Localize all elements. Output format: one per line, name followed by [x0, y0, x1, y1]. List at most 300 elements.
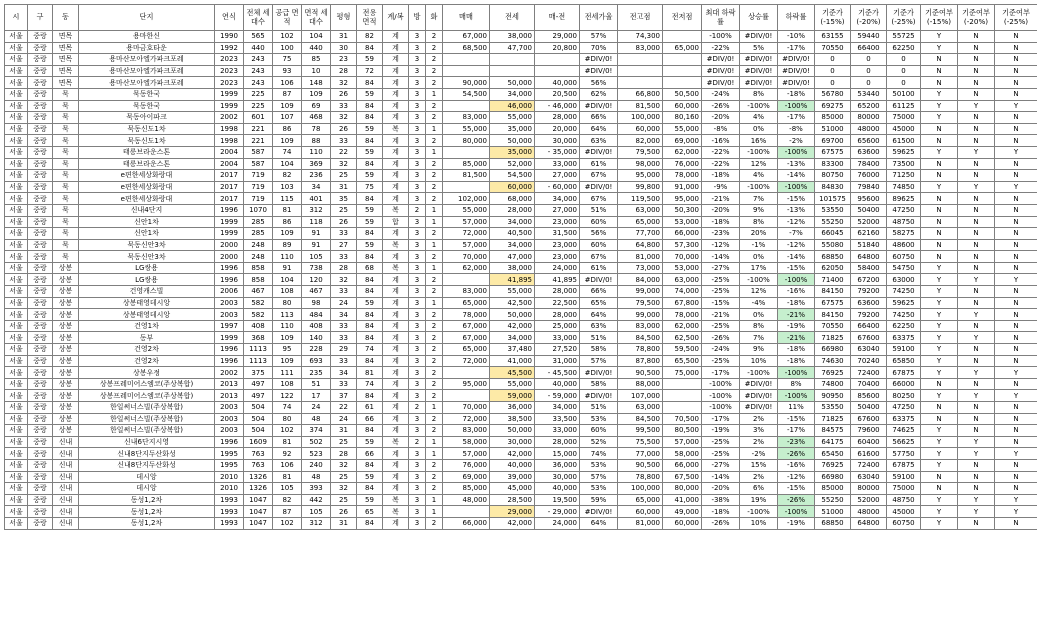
table-cell: 33,000 [535, 425, 580, 437]
table-cell: 2% [740, 471, 778, 483]
table-cell: 서울 [5, 239, 28, 251]
table-cell: 79,500 [618, 146, 663, 158]
table-cell: 묵 [53, 228, 79, 240]
table-cell: 3 [409, 42, 426, 54]
table-cell: 53% [580, 413, 618, 425]
table-cell: 84 [357, 112, 383, 124]
table-cell: 계 [383, 355, 409, 367]
table-cell: 10% [740, 517, 778, 529]
table-cell: 건영캐스빌 [79, 286, 215, 298]
table-cell: 상봉 [53, 332, 79, 344]
table-cell: 계 [383, 483, 409, 495]
table-cell: N [995, 204, 1037, 216]
table-cell: Y [921, 344, 958, 356]
table-cell: 19% [740, 494, 778, 506]
table-cell: 90,500 [618, 367, 663, 379]
table-cell: N [995, 135, 1037, 147]
table-cell: N [921, 402, 958, 414]
table-cell: -15% [778, 193, 815, 205]
table-cell: N [921, 216, 958, 228]
table-cell: -25% [702, 436, 740, 448]
table-cell: 95,000 [443, 378, 490, 390]
table-cell: 2013 [215, 390, 244, 402]
table-cell: -16% [778, 286, 815, 298]
table-cell: 55250 [815, 494, 851, 506]
table-cell: 59 [357, 471, 383, 483]
table-cell: 한일써너스빌(주상복합) [79, 413, 215, 425]
table-cell: 68 [357, 262, 383, 274]
table-cell [618, 77, 663, 89]
table-row [5, 42, 1037, 54]
table-cell: 3 [409, 320, 426, 332]
table-cell: 1609 [244, 436, 273, 448]
table-cell: 합 [383, 216, 409, 228]
table-cell: 62,500 [663, 332, 702, 344]
table-cell: -38% [702, 494, 740, 506]
table-cell: N [921, 135, 958, 147]
table-cell: -4% [740, 297, 778, 309]
table-cell: 497 [244, 390, 273, 402]
table-cell: 67,800 [663, 297, 702, 309]
column-header: 기준여부 (-25%) [995, 5, 1037, 31]
table-row [5, 471, 1037, 483]
table-cell: 면목 [53, 77, 79, 89]
table-cell: 28 [331, 65, 357, 77]
table-cell: 3 [409, 135, 426, 147]
table-cell: 2 [426, 367, 443, 379]
table-cell: 57% [580, 355, 618, 367]
table-cell: N [995, 228, 1037, 240]
table-cell: 85 [302, 54, 331, 66]
table-cell: 2 [426, 471, 443, 483]
table-cell: 82,000 [618, 135, 663, 147]
table-cell: 상봉 [53, 367, 79, 379]
table-cell: 상봉 [53, 297, 79, 309]
table-cell: 76000 [851, 170, 887, 182]
table-cell: 묵동신안3차 [79, 239, 215, 251]
table-cell: 용마금호타운 [79, 42, 215, 54]
table-cell: -19% [778, 517, 815, 529]
table-cell: -26% [778, 448, 815, 460]
table-cell: 40,000 [535, 483, 580, 495]
table-cell: 66400 [851, 320, 887, 332]
table-cell: -100% [778, 274, 815, 286]
table-cell: 59 [357, 54, 383, 66]
table-cell: 1 [426, 494, 443, 506]
table-cell: 80,000 [663, 483, 702, 495]
table-cell: N [995, 436, 1037, 448]
table-cell: 25 [331, 471, 357, 483]
table-cell [663, 378, 702, 390]
table-cell: 3 [409, 344, 426, 356]
table-cell: 서울 [5, 517, 28, 529]
table-cell: Y [921, 448, 958, 460]
table-cell: 84 [357, 459, 383, 471]
table-cell: 52,000 [490, 158, 535, 170]
table-cell: 36,000 [490, 402, 535, 414]
table-cell: 서울 [5, 65, 28, 77]
table-cell: 65,000 [663, 42, 702, 54]
table-cell: -100% [778, 506, 815, 518]
table-cell: 65 [357, 506, 383, 518]
table-cell: 504 [244, 413, 273, 425]
table-cell: 1 [426, 88, 443, 100]
table-cell: 68850 [815, 517, 851, 529]
table-cell: N [995, 425, 1037, 437]
table-cell: 75,000 [663, 367, 702, 379]
table-cell: 2 [426, 251, 443, 263]
table-cell: 중랑 [28, 135, 53, 147]
table-cell: Y [921, 309, 958, 321]
table-cell: 95600 [851, 193, 887, 205]
table-cell: 9% [740, 204, 778, 216]
table-cell: 2 [426, 65, 443, 77]
table-cell: 64,800 [618, 239, 663, 251]
table-cell: 17 [302, 390, 331, 402]
table-cell: 38,000 [490, 262, 535, 274]
table-cell: 중랑 [28, 413, 53, 425]
table-cell: 4% [740, 170, 778, 182]
table-cell: 1070 [244, 204, 273, 216]
table-cell: 64800 [851, 251, 887, 263]
table-cell [663, 31, 702, 43]
table-cell: 중랑 [28, 123, 53, 135]
table-cell: 중랑 [28, 31, 53, 43]
table-cell: 64% [580, 309, 618, 321]
table-cell: 48,000 [443, 494, 490, 506]
table-cell: 서울 [5, 483, 28, 495]
table-cell: 서울 [5, 297, 28, 309]
column-header: 상승률 [740, 5, 778, 31]
table-cell: 서울 [5, 471, 28, 483]
table-cell [443, 274, 490, 286]
table-cell: Y [958, 146, 995, 158]
table-cell: 27 [331, 239, 357, 251]
table-cell: 78400 [851, 158, 887, 170]
table-cell: 복 [383, 436, 409, 448]
table-row [5, 413, 1037, 425]
table-cell: -100% [778, 367, 815, 379]
table-cell: 693 [302, 355, 331, 367]
table-cell: Y [958, 494, 995, 506]
table-cell: 63040 [851, 471, 887, 483]
table-cell: 106 [273, 459, 302, 471]
table-cell: 374 [302, 425, 331, 437]
table-cell: 1996 [215, 262, 244, 274]
table-cell: #DIV/0! [580, 390, 618, 402]
table-cell: 502 [302, 436, 331, 448]
table-cell: 55080 [815, 239, 851, 251]
table-cell: -21% [702, 193, 740, 205]
table-cell: 41,000 [490, 355, 535, 367]
table-cell: 77,000 [618, 448, 663, 460]
table-cell: -23% [778, 436, 815, 448]
table-cell: 34,000 [490, 216, 535, 228]
table-cell: 59,000 [490, 390, 535, 402]
table-cell: -18% [778, 88, 815, 100]
table-cell: 2 [426, 42, 443, 54]
table-cell: 84 [357, 251, 383, 263]
table-cell: 41,895 [490, 274, 535, 286]
table-cell: 74 [357, 378, 383, 390]
table-cell: 34 [331, 309, 357, 321]
table-cell: 67600 [851, 413, 887, 425]
table-cell: 108 [273, 378, 302, 390]
table-cell: 248 [244, 239, 273, 251]
table-cell: -16% [702, 135, 740, 147]
table-cell: 33,000 [535, 158, 580, 170]
table-cell: 1993 [215, 517, 244, 529]
table-cell: 3 [409, 100, 426, 112]
table-cell: 15,000 [535, 448, 580, 460]
table-row [5, 274, 1037, 286]
table-cell: #DIV/0! [778, 54, 815, 66]
table-cell: 74250 [887, 286, 921, 298]
table-cell: 81 [357, 367, 383, 379]
table-cell: -21% [778, 309, 815, 321]
table-cell: 2 [426, 517, 443, 529]
table-cell: 계 [383, 402, 409, 414]
table-cell: -1% [740, 239, 778, 251]
table-cell: Y [921, 355, 958, 367]
table-cell: 28,000 [535, 436, 580, 448]
table-cell: -21% [778, 332, 815, 344]
table-cell: 65,500 [663, 355, 702, 367]
table-cell: 0% [740, 123, 778, 135]
table-cell: 75 [273, 54, 302, 66]
table-cell: -12% [778, 239, 815, 251]
table-cell: 91 [302, 239, 331, 251]
table-cell: 64% [580, 517, 618, 529]
table-row [5, 332, 1037, 344]
table-cell: 중랑 [28, 170, 53, 182]
table-row [5, 228, 1037, 240]
table-cell: Y [958, 309, 995, 321]
table-cell [663, 54, 702, 66]
table-cell: -12% [778, 216, 815, 228]
table-cell: 2023 [215, 54, 244, 66]
table-cell: 25 [331, 204, 357, 216]
table-cell: 계 [383, 413, 409, 425]
table-cell: 60% [580, 216, 618, 228]
table-cell: -12% [778, 471, 815, 483]
table-cell: 1996 [215, 355, 244, 367]
table-cell: 105 [273, 483, 302, 495]
table-cell: 서울 [5, 425, 28, 437]
table-cell: 서울 [5, 274, 28, 286]
table-cell: 40,500 [490, 228, 535, 240]
table-cell: N [995, 309, 1037, 321]
table-cell: 55,000 [663, 123, 702, 135]
table-cell: 용마산모아엘가파크포레 [79, 65, 215, 77]
table-cell: 20,000 [535, 123, 580, 135]
table-cell: 66 [357, 413, 383, 425]
table-cell: N [958, 471, 995, 483]
table-cell: 119,500 [618, 193, 663, 205]
table-cell: -17% [778, 112, 815, 124]
table-cell: 중랑 [28, 77, 53, 89]
table-cell: 45,500 [490, 367, 535, 379]
table-cell: -18% [778, 344, 815, 356]
table-cell: 상봉 [53, 344, 79, 356]
table-cell: 33 [331, 355, 357, 367]
table-cell: 104 [273, 158, 302, 170]
table-cell [443, 146, 490, 158]
table-cell: 59 [357, 216, 383, 228]
table-cell: 59100 [887, 344, 921, 356]
table-cell: 계 [383, 425, 409, 437]
table-cell: 84 [357, 274, 383, 286]
table-cell: 1992 [215, 42, 244, 54]
table-cell: 84 [357, 193, 383, 205]
table-cell: 62% [580, 88, 618, 100]
table-cell: 84,000 [618, 274, 663, 286]
table-cell: 22 [331, 402, 357, 414]
table-cell: 신내 [53, 459, 79, 471]
table-cell: 120 [302, 274, 331, 286]
column-header: 기준가 (-15%) [815, 5, 851, 31]
table-cell [443, 390, 490, 402]
table-cell: 63040 [851, 344, 887, 356]
table-cell: 1 [426, 204, 443, 216]
column-header: 기준가 (-25%) [887, 5, 921, 31]
table-cell: 건영2차 [79, 355, 215, 367]
table-cell: 70,000 [443, 402, 490, 414]
table-cell: N [921, 378, 958, 390]
table-row [5, 517, 1037, 529]
table-cell: 248 [244, 251, 273, 263]
table-cell: 50,000 [490, 77, 535, 89]
table-cell: Y [921, 390, 958, 402]
table-cell: 79200 [851, 286, 887, 298]
table-row [5, 146, 1037, 158]
table-cell: N [958, 77, 995, 89]
table-cell: 1999 [215, 332, 244, 344]
table-row [5, 158, 1037, 170]
table-cell: 88 [302, 135, 331, 147]
table-cell: 서울 [5, 170, 28, 182]
table-cell: 67875 [887, 459, 921, 471]
table-cell: 95,000 [663, 193, 702, 205]
table-cell: 중랑 [28, 390, 53, 402]
table-cell: N [995, 286, 1037, 298]
table-cell: 복 [383, 123, 409, 135]
table-cell: 70% [580, 42, 618, 54]
table-cell: 계 [383, 274, 409, 286]
table-cell: 묵 [53, 123, 79, 135]
table-cell: -15% [778, 413, 815, 425]
table-cell: 63000 [887, 274, 921, 286]
table-cell: - 46,000 [535, 100, 580, 112]
table-cell: -100% [778, 100, 815, 112]
table-cell: 60,000 [663, 517, 702, 529]
table-cell: 1990 [215, 31, 244, 43]
table-cell: 67% [580, 251, 618, 263]
table-cell: -22% [702, 146, 740, 158]
table-cell: 53550 [815, 402, 851, 414]
table-cell: 1995 [215, 448, 244, 460]
table-cell: 52000 [851, 494, 887, 506]
table-cell: 565 [244, 31, 273, 43]
column-header: 전세가율 [580, 5, 618, 31]
table-cell: 동성1,2차 [79, 506, 215, 518]
table-cell: 계 [383, 332, 409, 344]
table-cell: 80,000 [443, 135, 490, 147]
table-cell: -20% [702, 483, 740, 495]
table-cell: 33 [331, 286, 357, 298]
table-cell: 1113 [244, 344, 273, 356]
table-cell: 80 [273, 297, 302, 309]
table-row [5, 181, 1037, 193]
table-cell: 63,000 [618, 204, 663, 216]
table-cell: 73500 [887, 158, 921, 170]
table-cell: 중랑 [28, 65, 53, 77]
table-cell: N [995, 88, 1037, 100]
table-cell: 59 [357, 297, 383, 309]
table-cell: 1999 [215, 88, 244, 100]
table-cell: 계 [383, 77, 409, 89]
table-cell: 34,000 [490, 88, 535, 100]
table-cell: 53% [580, 483, 618, 495]
table-cell: 56780 [815, 88, 851, 100]
table-cell: 복 [383, 494, 409, 506]
table-cell: 서울 [5, 320, 28, 332]
table-cell: N [995, 251, 1037, 263]
table-row [5, 193, 1037, 205]
table-cell: -25% [702, 274, 740, 286]
table-row [5, 494, 1037, 506]
table-cell [443, 65, 490, 77]
table-cell: 23,000 [535, 216, 580, 228]
table-cell: #DIV/0! [580, 54, 618, 66]
table-cell: 66% [580, 286, 618, 298]
table-cell: 80750 [815, 170, 851, 182]
table-cell: 408 [244, 320, 273, 332]
table-cell: 태릉브라운스톤 [79, 158, 215, 170]
table-cell: 3 [409, 123, 426, 135]
table-cell: 3 [409, 65, 426, 77]
table-cell [443, 181, 490, 193]
table-cell: 79,500 [618, 297, 663, 309]
table-cell: N [921, 193, 958, 205]
table-cell: 서울 [5, 494, 28, 506]
table-cell: 107,000 [618, 390, 663, 402]
table-cell: 2 [426, 309, 443, 321]
table-cell: 계 [383, 135, 409, 147]
table-cell: 64800 [851, 517, 887, 529]
table-cell: 23,000 [535, 251, 580, 263]
table-cell: 3 [409, 112, 426, 124]
table-cell: 중랑 [28, 402, 53, 414]
table-cell: 계 [383, 471, 409, 483]
table-cell: 467 [302, 286, 331, 298]
table-cell: 묵동신안3차 [79, 251, 215, 263]
table-cell: 서울 [5, 390, 28, 402]
table-cell: 61600 [851, 448, 887, 460]
table-cell: 79200 [851, 309, 887, 321]
table-cell: Y [921, 459, 958, 471]
table-cell: 140 [302, 332, 331, 344]
table-cell: 중랑 [28, 332, 53, 344]
table-cell: #DIV/0! [580, 274, 618, 286]
table-cell: 26 [331, 123, 357, 135]
table-cell: 묵 [53, 193, 79, 205]
table-cell: 70550 [815, 42, 851, 54]
table-cell: 76925 [815, 459, 851, 471]
table-cell: 58% [580, 344, 618, 356]
table-cell: 67575 [815, 146, 851, 158]
table-cell: 중랑 [28, 297, 53, 309]
